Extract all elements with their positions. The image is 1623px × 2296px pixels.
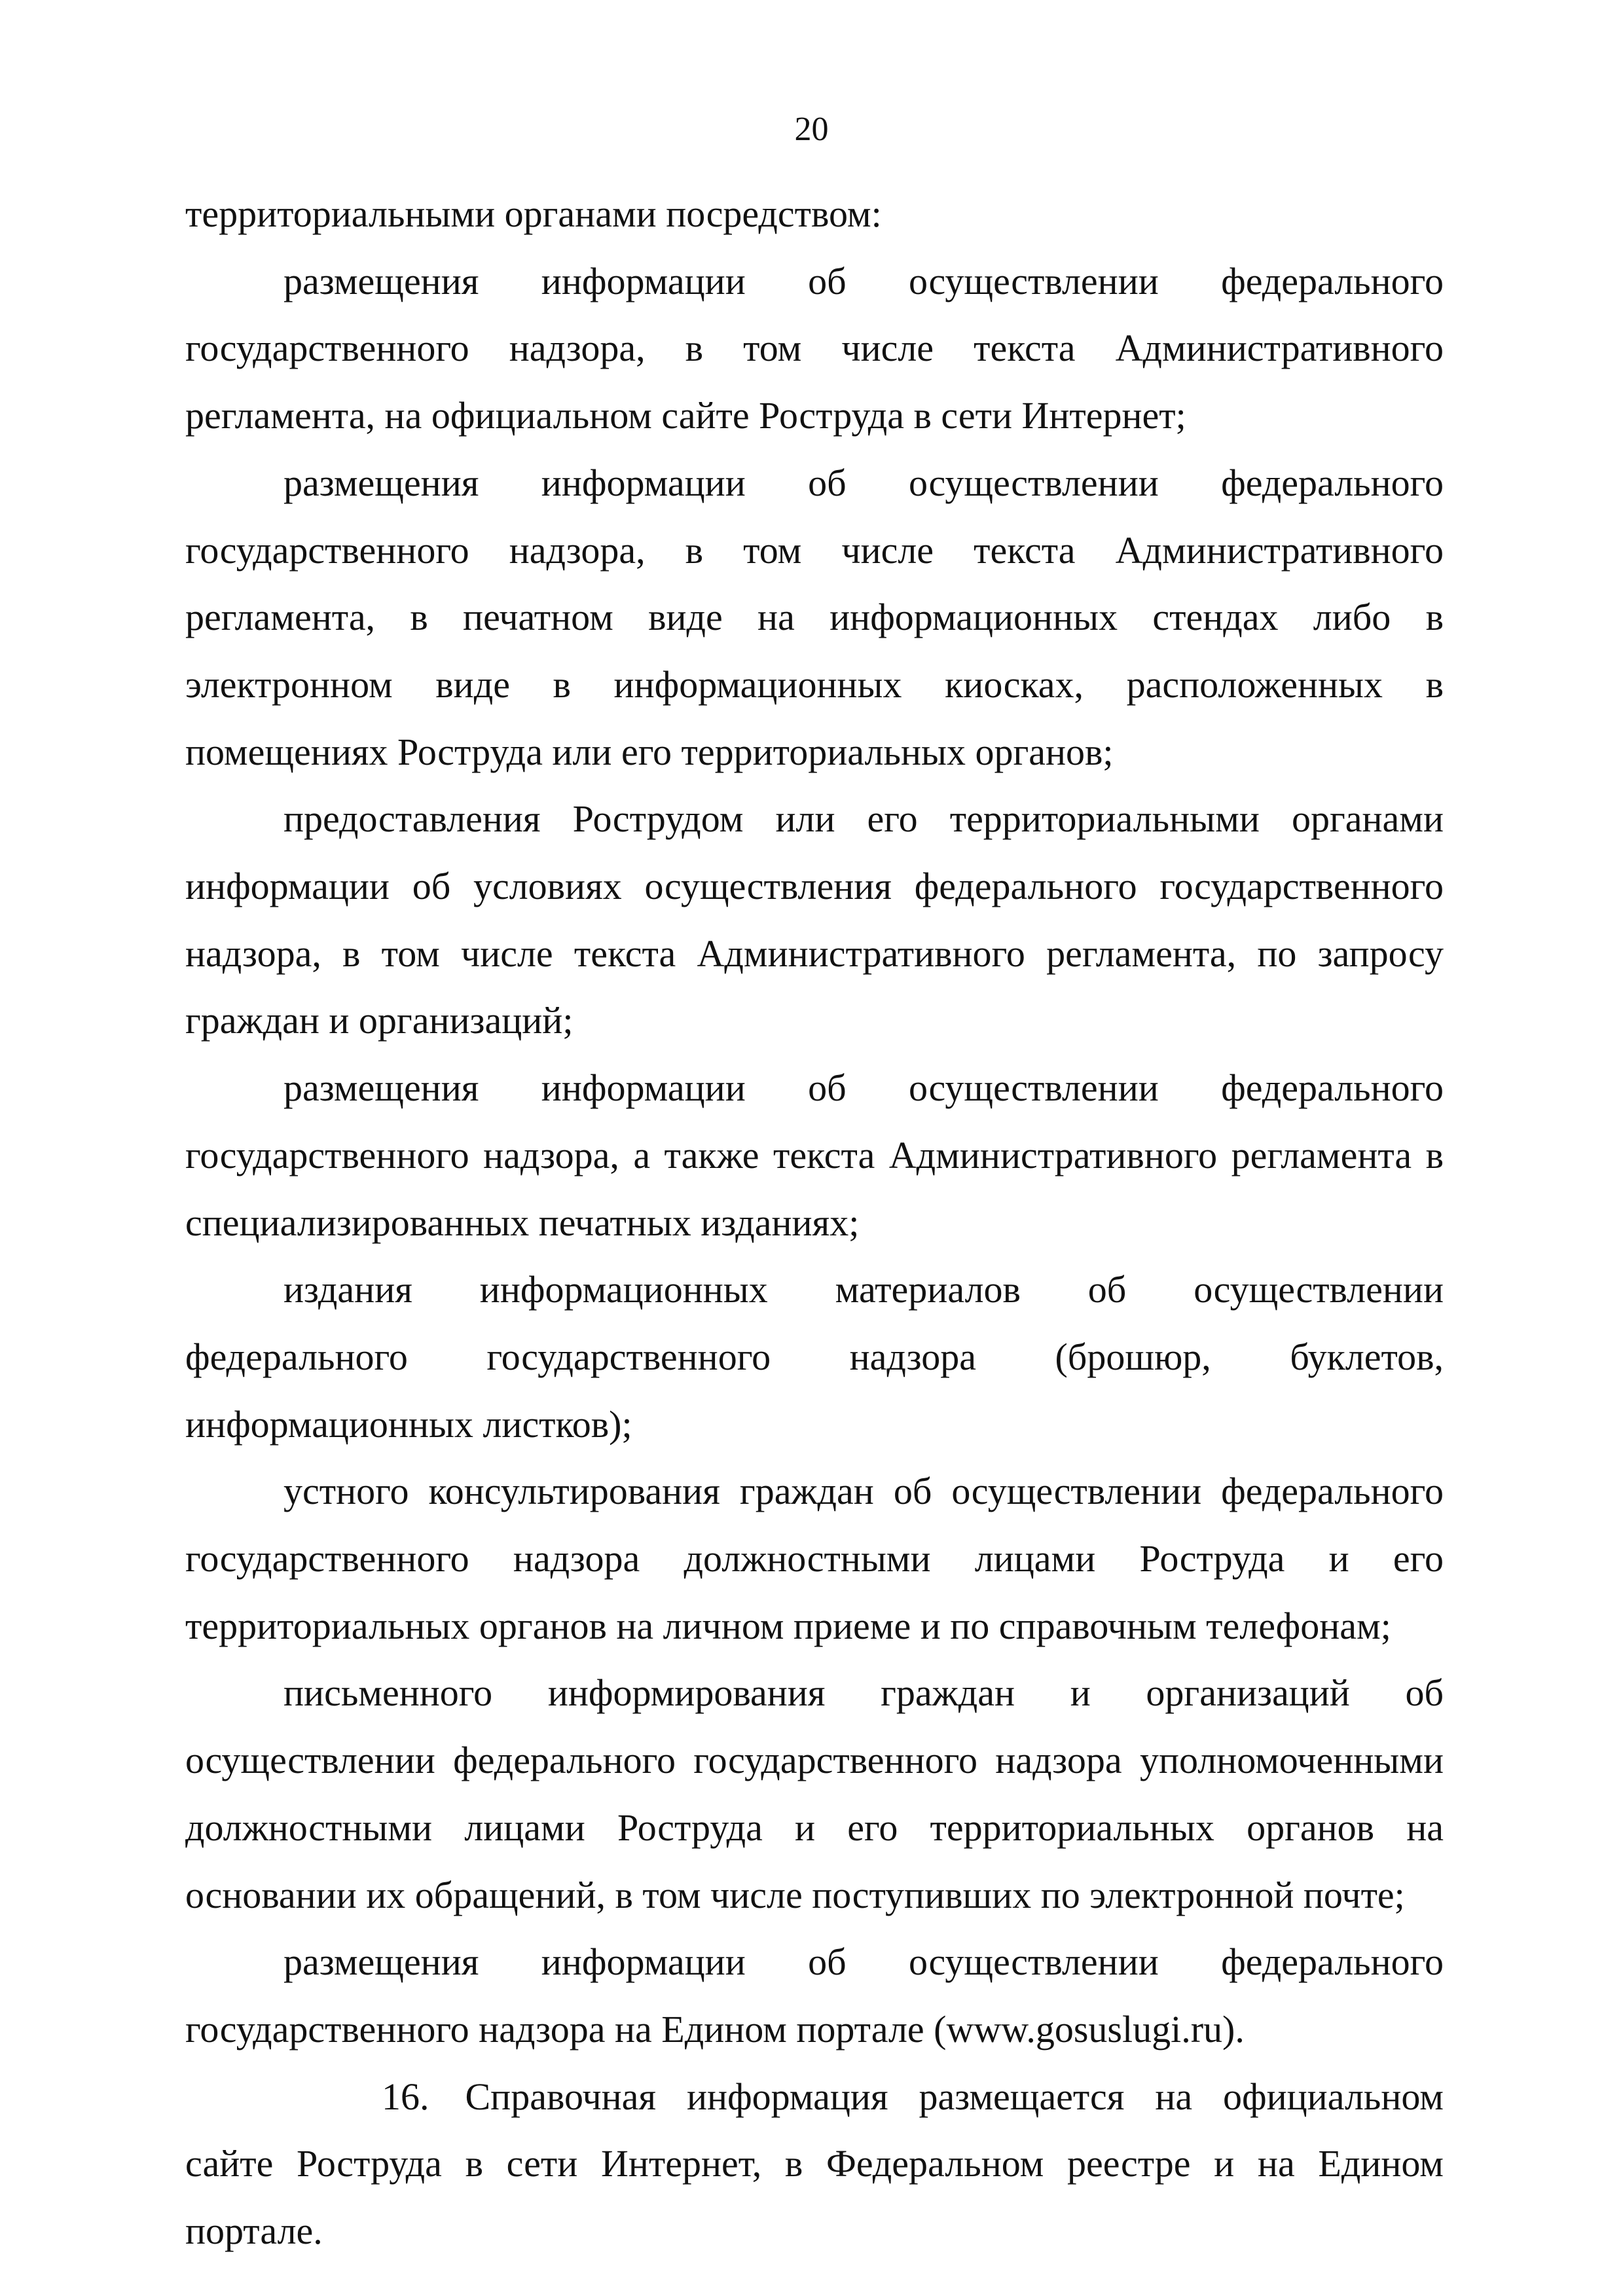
paragraph-list-item: устного консультирования граждан об осуществлении федерального государственного надзора должностными лицами Роструда и его территориальных органов на личном приеме и по справочным телефонам; [185,1470,1444,1647]
paragraph-continuation: территориальными органами посредством: [185,192,882,235]
paragraph-list-item: размещения информации об осуществлении федерального государственного надзора, в том числе текста Административного регламента, в печатном виде на информационных стендах либо в электронном виде в информационных киосках, расположенных в помещениях Роструда или его территориальных органов; [185,461,1444,773]
paragraph-list-item: размещения информации об осуществлении федерального государственного надзора на Едином портале (www.gosuslugi.ru). [185,1941,1444,2050]
paragraph-number: 16. [382,2075,429,2118]
paragraph-list-item: размещения информации об осуществлении федерального государственного надзора, в том числе текста Административного регламента, на официальном сайте Роструда в сети Интернет; [185,259,1444,437]
document-body [185,181,1444,2265]
numbered-paragraph-16 [185,2064,1444,2265]
paragraph-list-item: размещения информации об осуществлении федерального государственного надзора, а также текста Административного регламента в специализированных печатных изданиях; [185,1066,1444,1244]
paragraph-text: Справочная информация размещается на официальном сайте Роструда в сети Интернет, в Федеральном реестре и на Едином портале. [185,2075,1444,2253]
paragraph-list-item: письменного информирования граждан и организаций об осуществлении федерального государственного надзора уполномоченными должностными лицами Роструда и его территориальных органов на основании их обращений, в том числе поступивших по электронной почте; [185,1671,1444,1916]
paragraph-list-item: издания информационных материалов об осуществлении федерального государственного надзора (брошюр, буклетов, информационных листков); [185,1268,1444,1446]
page-number: 20 [794,111,829,148]
paragraph-list-item: предоставления Рострудом или его территориальными органами информации об условиях осуществления федерального государственного надзора, в том числе текста Административного регламента, по запросу граждан и организаций; [185,797,1444,1042]
